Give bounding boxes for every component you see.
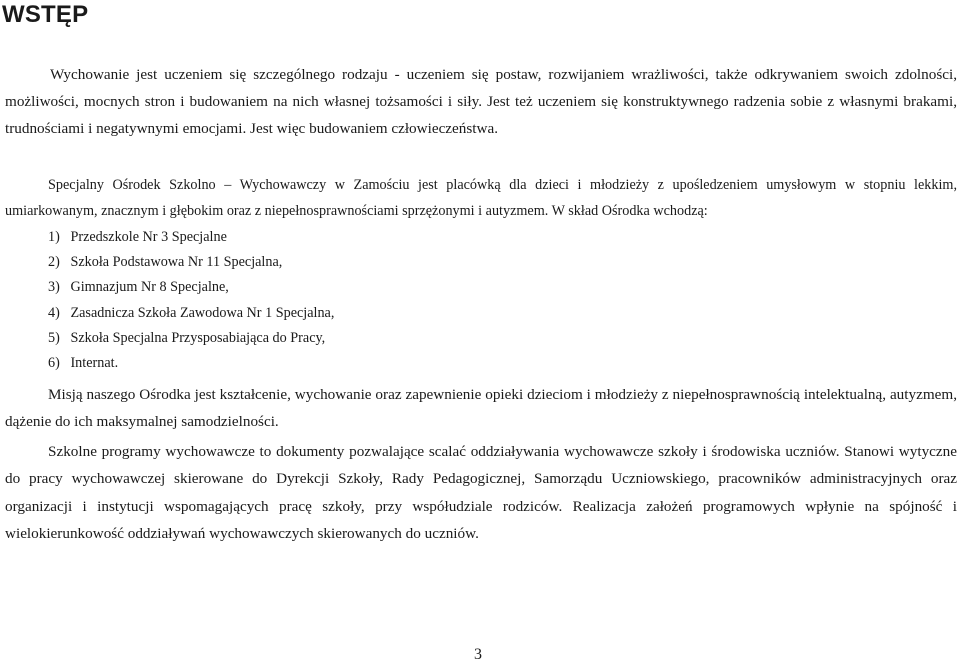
list-item: 3) Gimnazjum Nr 8 Specjalne, <box>48 279 229 296</box>
list-item: 4) Zasadnicza Szkoła Zawodowa Nr 1 Specjalna, <box>48 304 335 321</box>
page-number: 3 <box>474 646 482 663</box>
paragraph-upbringing: Wychowanie jest uczeniem się szczególnego rodzaju - uczeniem się postaw, rozwijaniem wrażliwości, także odkrywaniem swoich zdolności, możliwości, mocnych stron i budowaniem na nich własnej tożsamości i siły. Jest też uczeniem się konstruktywnego radzenia sobie z własnymi brakami, trudnościami i negatywnymi emocjami. Jest więc budowaniem człowieczeństwa. <box>5 66 957 137</box>
list-item: 6) Internat. <box>48 355 119 372</box>
list-item: 1) Przedszkole Nr 3 Specjalne <box>48 229 227 245</box>
paragraph-mission: Misją naszego Ośrodka jest kształcenie, wychowanie oraz zapewnienie opieki dzieciom i młodzieży z niepełnosprawnością intelektualną, autyzmem, dążenie do ich maksymalnej samodzielności. <box>5 386 957 430</box>
list-item: 5) Szkoła Specjalna Przysposabiająca do Pracy, <box>48 329 326 346</box>
section-heading: WSTĘP <box>2 1 89 28</box>
institution-units-list <box>48 225 334 376</box>
paragraph-programs: Szkolne programy wychowawcze to dokumenty pozwalające scalać oddziaływania wychowawcze szkoły i środowiska uczniów. Stanowi wytyczne do pracy wychowawczej skierowane do Dyrekcji Szkoły, Rady Pedagogicznej, Samorządu Uczniowskiego, pracowników administracyjnych oraz organizacji i instytucji wspomagających pracę szkoły, przy współudziale rodziców. Realizacja założeń programowych wpłynie na spójność i wielokierunkowość oddziaływań wychowawczych skierowanych do uczniów. <box>5 443 957 542</box>
list-item: 2) Szkoła Podstawowa Nr 11 Specjalna, <box>48 254 283 271</box>
paragraph-institution: Specjalny Ośrodek Szkolno – Wychowawczy w Zamościu jest placówką dla dzieci i młodzieży z upośledzeniem umysłowym w stopniu lekkim, umiarkowanym, znacznym i głębokim oraz z niepełnosprawnościami sprzężonymi i autyzmem. W skład Ośrodka wchodzą: <box>5 177 957 219</box>
